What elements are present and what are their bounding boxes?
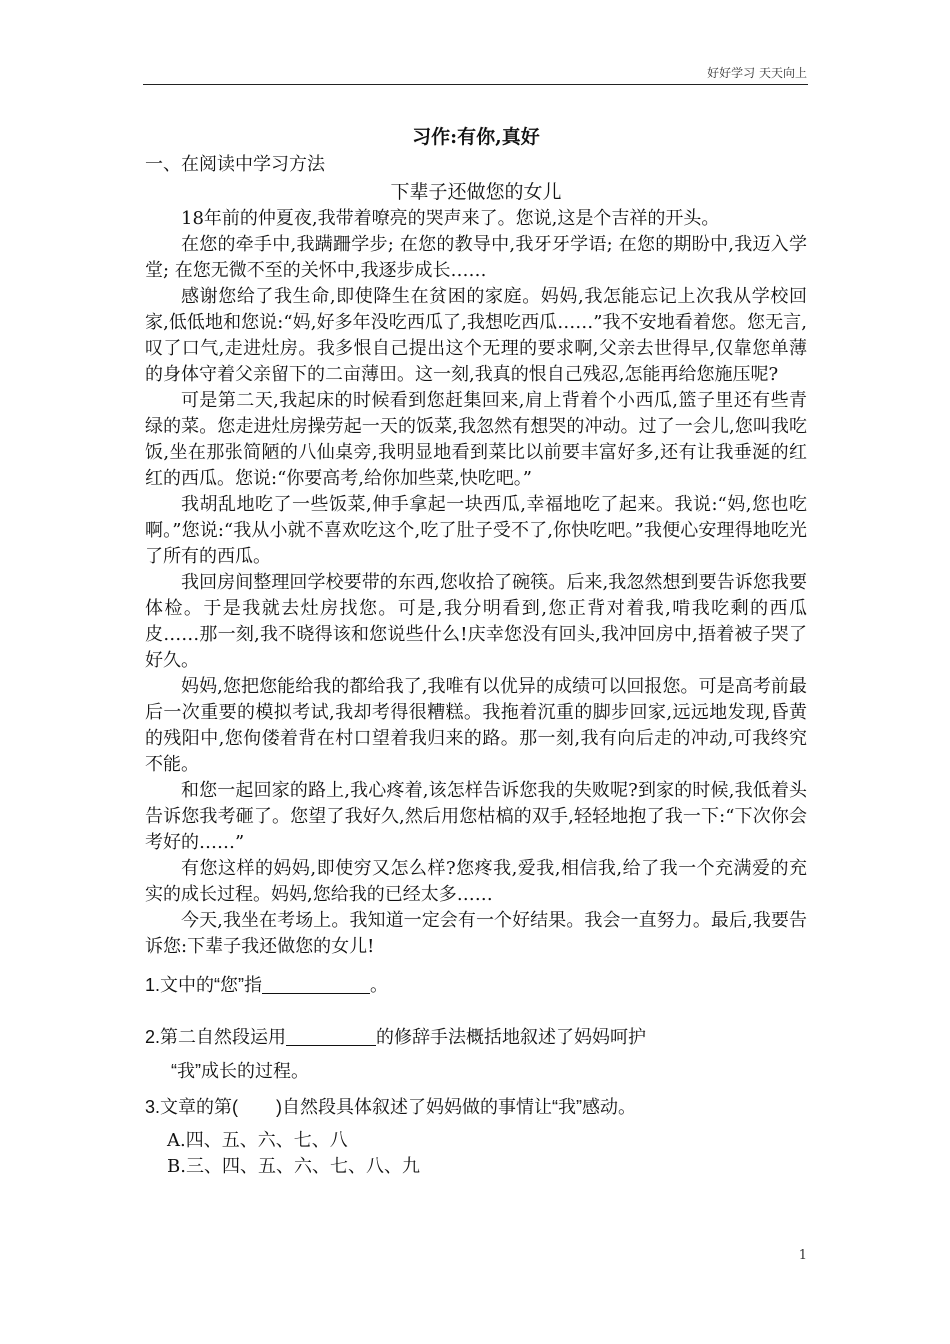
essay-paragraph: 和您一起回家的路上,我心疼着,该怎样告诉您我的失败呢?到家的时候,我低着头告诉您我考砸了。您望了我好久,然后用您枯槁的双手,轻轻地抱了我一下:“下次你会考好的……” [145, 780, 807, 853]
question-2-text: 2.第二自然段运用 [145, 1027, 287, 1047]
essay-title: 下辈子还做您的女儿 [390, 181, 562, 203]
essay-paragraph: 我回房间整理回学校要带的东西,您收拾了碗筷。后来,我忽然想到要告诉您我要体检。于是我就去灶房找您。可是,我分明看到,您正背对着我,啃我吃剩的西瓜皮……那一刻,我不晓得该和您说些什么!庆幸您没有回头,我冲回房中,捂着被子哭了好久。 [145, 572, 807, 671]
question-1-end: 。 [370, 975, 388, 995]
question-1 [145, 972, 807, 998]
essay-paragraph: 妈妈,您把您能给我的都给我了,我唯有以优异的成绩可以回报您。可是高考前最后一次重要的模拟考试,我却考得很糟糕。我拖着沉重的脚步回家,远远地发现,昏黄的残阳中,您佝偻着背在村口望着我归来的路。那一刻,我有向后走的冲动,可我终究不能。 [145, 676, 807, 775]
document-title: 习作:有你,真好 [412, 126, 540, 148]
questions-section [145, 972, 807, 1180]
section-heading: 一、在阅读中学习方法 [145, 154, 325, 175]
question-1-text: 1.文中的“您”指 [145, 975, 262, 995]
question-3-text: 3.文章的第( [145, 1097, 239, 1117]
essay-paragraph: 有您这样的妈妈,即使穷又怎么样?您疼我,爱我,相信我,给了我一个充满爱的充实的成长过程。妈妈,您给我的已经太多…… [145, 858, 807, 905]
question-3-text-after: )自然段具体叙述了妈妈做的事情让“我”感动。 [276, 1097, 636, 1117]
option-b[interactable]: B.三、四、五、六、七、八、九 [167, 1156, 420, 1177]
question-2-text-after: 的修辞手法概括地叙述了妈妈呵护 [376, 1027, 647, 1047]
answer-blank-2[interactable] [286, 1025, 376, 1046]
essay-paragraph: 18年前的仲夏夜,我带着嘹亮的哭声来了。您说,这是个吉祥的开头。 [181, 208, 720, 229]
header-motto: 好好学习 天天向上 [707, 66, 807, 80]
answer-blank-1[interactable] [262, 973, 370, 994]
option-a[interactable]: A.四、五、六、七、八 [167, 1130, 348, 1151]
essay-paragraph: 今天,我坐在考场上。我知道一定会有一个好结果。我会一直努力。最后,我要告诉您:下辈子我还做您的女儿! [145, 910, 807, 957]
essay-paragraph: 在您的牵手中,我蹒跚学步; 在您的教导中,我牙牙学语; 在您的期盼中,我迈入学堂; 在您无微不至的关怀中,我逐步成长…… [145, 234, 807, 281]
document-body [145, 122, 807, 1180]
essay-paragraph: 感谢您给了我生命,即使降生在贫困的家庭。妈妈,我怎能忘记上次我从学校回家,低低地和您说:“妈,好多年没吃西瓜了,我想吃西瓜……”我不安地看着您。您无言,叹了口气,走进灶房。我多恨自己提出这个无理的要求啊,父亲去世得早,仅靠您单薄的身体守着父亲留下的二亩薄田。这一刻,我真的恨自己残忍,怎能再给您施压呢? [145, 286, 807, 385]
essay-paragraph: 可是第二天,我起床的时候看到您赶集回来,肩上背着个小西瓜,篮子里还有些青绿的菜。您走进灶房操劳起一天的饭菜,我忽然有想哭的冲动。过了一会儿,您叫我吃饭,坐在那张简陋的八仙桌旁,我明显地看到菜比以前要丰富好多,还有让我垂涎的红红的西瓜。您说:“你要高考,给你加些菜,快吃吧。” [145, 390, 807, 489]
page-number: 1 [798, 1248, 807, 1263]
essay-paragraph: 我胡乱地吃了一些饭菜,伸手拿起一块西瓜,幸福地吃了起来。我说:“妈,您也吃啊。”您说:“我从小就不喜欢吃这个,吃了肚子受不了,你快吃吧。”我便心安理得地吃光了所有的西瓜。 [145, 494, 807, 567]
question-2-continuation: “我”成长的过程。 [171, 1061, 309, 1081]
question-3 [145, 1094, 807, 1120]
question-3-options [145, 1128, 807, 1180]
header-divider [143, 84, 808, 85]
essay-text [145, 206, 807, 960]
question-2 [145, 1024, 807, 1050]
